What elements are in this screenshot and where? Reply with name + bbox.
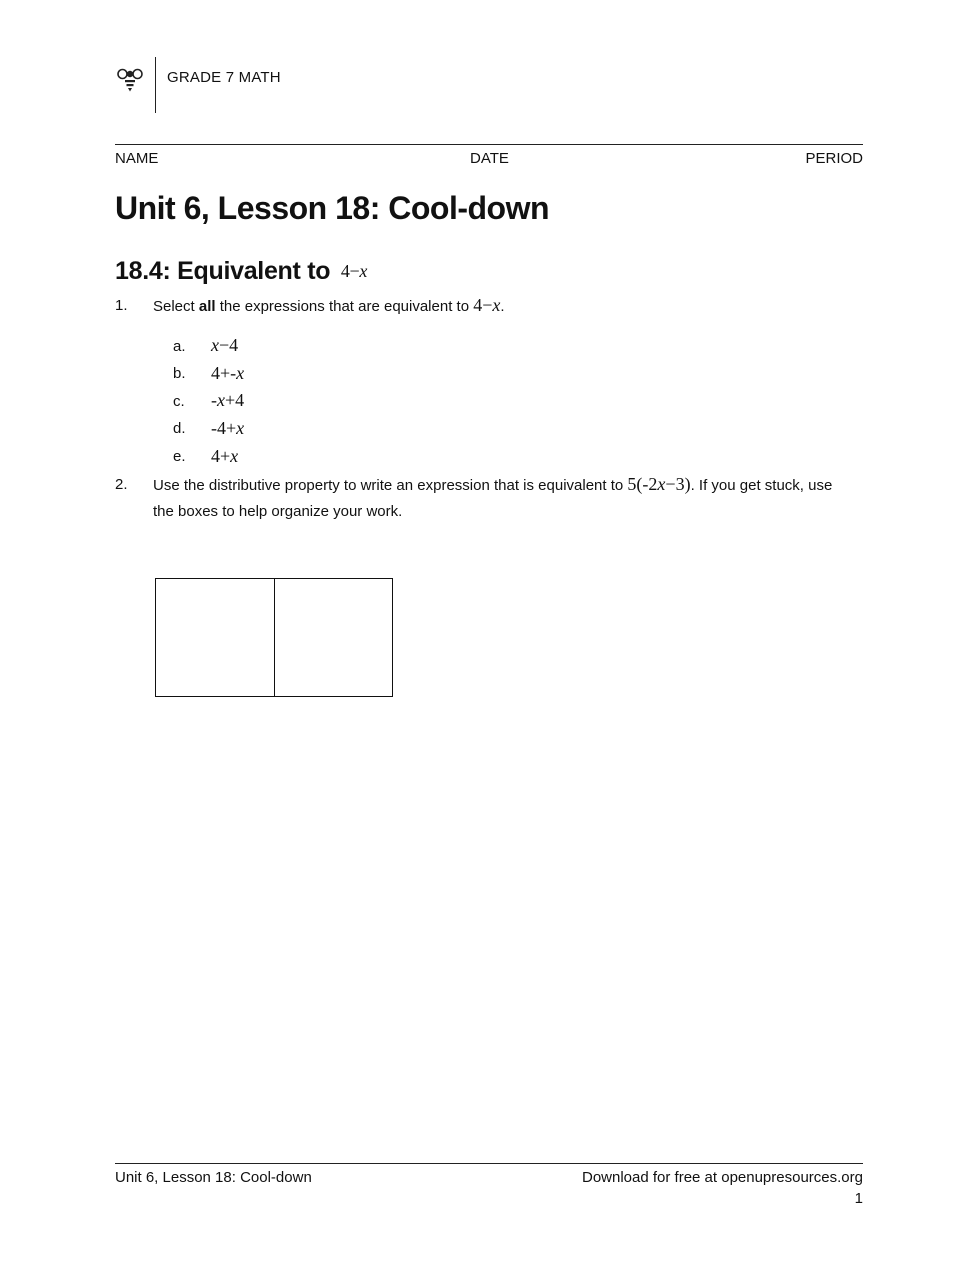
option-a-expression[interactable]: x−4 [211, 335, 239, 355]
footer-lesson-title: Unit 6, Lesson 18: Cool-down [115, 1169, 312, 1186]
header-divider [155, 57, 156, 113]
date-field-label: DATE [470, 150, 509, 167]
name-field-label: NAME [115, 150, 159, 167]
openup-logo-icon [115, 64, 145, 94]
question-1-number: 1. [115, 297, 128, 314]
work-box-left[interactable] [156, 579, 274, 696]
option-c-expression[interactable]: -x+4 [211, 390, 245, 410]
footer-rule [115, 1163, 863, 1164]
section-title-expression: 4−x [340, 261, 368, 281]
header-rule [115, 144, 863, 145]
option-b-letter: b. [173, 365, 186, 382]
option-c-letter: c. [173, 393, 185, 410]
section-heading [115, 257, 367, 286]
period-field-label: PERIOD [805, 150, 863, 167]
page-title: Unit 6, Lesson 18: Cool-down [115, 190, 550, 226]
option-e-letter: e. [173, 448, 186, 465]
work-box-right[interactable] [274, 579, 393, 696]
grade-label: GRADE 7 MATH [167, 69, 281, 86]
option-d-letter: d. [173, 420, 186, 437]
option-b-expression[interactable]: 4+-x [211, 363, 245, 383]
question-2-prompt: Use the distributive property to write an expression that is equivalent to 5(-2x−3). If you get stuck, use the boxes to help organize your work. [153, 474, 833, 520]
page-number: 1 [854, 1190, 863, 1207]
question-2-expression: 5(-2x−3) [627, 474, 691, 494]
question-1-expression: 4−x [473, 295, 501, 315]
question-2-number: 2. [115, 476, 128, 493]
option-d-expression[interactable]: -4+x [211, 418, 245, 438]
work-box-grid [155, 578, 393, 697]
footer-download-link[interactable]: Download for free at openupresources.org [581, 1169, 863, 1186]
option-e-expression[interactable]: 4+x [211, 446, 239, 466]
question-1-prompt: Select all the expressions that are equivalent to 4−x. [153, 295, 505, 315]
section-title-text: 18.4: Equivalent to [115, 257, 331, 285]
option-a-letter: a. [173, 338, 186, 355]
